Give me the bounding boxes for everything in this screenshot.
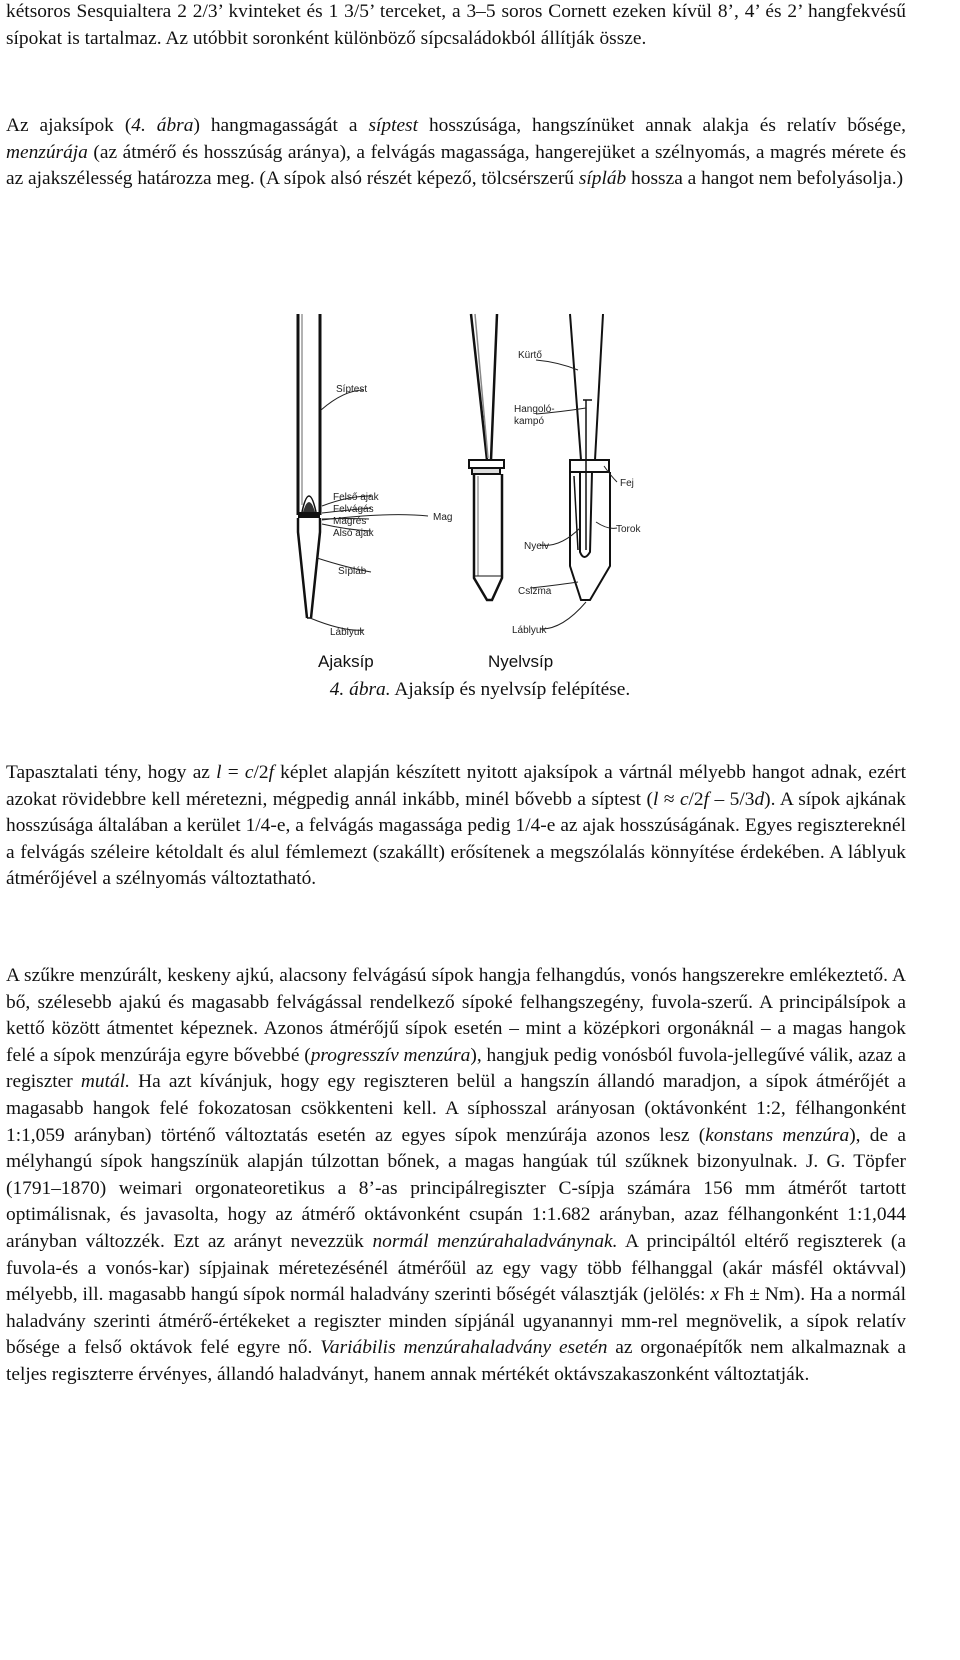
- text-run: /2: [688, 788, 704, 810]
- math-var: f: [268, 762, 274, 783]
- figure-pipe-diagram: [278, 300, 668, 690]
- term-progressziv-menzura: progresszív menzúra: [310, 1044, 471, 1066]
- label-torok: Torok: [616, 524, 641, 535]
- paragraph-2: [6, 113, 906, 193]
- term-siplab: sípláb: [578, 168, 627, 190]
- label-felvagas: Felvágás: [333, 504, 374, 515]
- math-var: c: [244, 762, 254, 783]
- term-konstans-menzura: konstans menzúra: [705, 1124, 850, 1146]
- label-kurto: Kürtő: [518, 350, 542, 361]
- term-variabilis-menzurahaladvany: Variábilis menzúrahaladvány esetén: [320, 1337, 608, 1359]
- label-fej: Fej: [620, 478, 634, 489]
- label-hangolo-1: Hangoló-: [514, 404, 555, 415]
- reed-pipe-section-drawing: [570, 314, 610, 600]
- math-var: d: [754, 788, 765, 810]
- title-ajaksip: Ajaksíp: [318, 652, 374, 671]
- text-run: /2: [253, 762, 269, 783]
- text-run: Az ajaksípok (: [6, 115, 132, 136]
- math-var: l: [216, 762, 222, 783]
- reed-pipe-exterior-drawing: [469, 314, 504, 600]
- text-run: =: [221, 762, 245, 783]
- label-felso-ajak: Felső ajak: [333, 492, 379, 503]
- term-menzura: menzúrája: [6, 141, 88, 163]
- figure-reference: 4. ábra: [131, 115, 194, 136]
- text-run: képlet alapján készített nyitott ajaksípok a vártnál mélyebb hangot adnak, ezért azokat rövidebbre kell méretezni, mégpedig annál inkább, minél bővebb a síptest (: [6, 762, 906, 810]
- label-siptest: Síptest: [336, 384, 368, 395]
- label-siplab: Sípláb: [338, 566, 367, 577]
- label-lablyuk-right: Láblyuk: [512, 625, 547, 636]
- label-csizma: Csizma: [518, 586, 552, 597]
- label-mag: Mag: [433, 512, 453, 523]
- term-siptest: síptest: [368, 115, 418, 136]
- figure-caption: [0, 677, 960, 703]
- text-run: az orgonaépítők nem alkalmaznak a teljes regiszterre érvényes, állandó haladványt, hanem annak mértékét oktávszakaszonként változtatják.: [6, 1337, 906, 1385]
- text-run: ≈: [658, 788, 680, 810]
- paragraph-3: [6, 760, 906, 893]
- text-run: ), de a mélyhangú sípok hangszínük alapján túlzottan bőnek, a magas hangúak túl szűknek bizonyulnak. J. G. Töpfer (1791–1870) weimari orgonateoretikus a 8’-as principálregiszter C-sípja számára 156 mm átmérőt tartott optimálisnak, és javasolta, hogy az átmérő oktávonként csupán 1:1.682 arányban, azaz félhangonként 1:1,044 arányban változzék. Ezt az arányt nevezzük: [6, 1124, 906, 1252]
- text-run: Ha azt kívánjuk, hogy egy regiszteren belül a hangszín állandó maradjon, a sípok átmérőjét a magasabb hangok felé fokozatosan csökkenteni kell. A síphosszal arányosan (oktávonként 1:2, félhangonként 1:1,059 arányban) történő változtatás esetén az egyes sípok menzúrája azonos lesz (: [6, 1071, 906, 1146]
- text-run: A principáltól eltérő regiszterek (a fuvola-és a vonós-kar) sípjainak méretezésénél átmérőül az egy vagy több félhanggal (akár másfél oktávval) mélyebb, ill. magasabb hangú sípok normál haladvány szerinti bőségét választják (jelölés:: [6, 1230, 906, 1306]
- text-run: – 5/3: [709, 788, 755, 810]
- term-normal-menzurahaladvany: normál menzúrahaladványnak.: [372, 1230, 618, 1252]
- caption-number: 4. ábra.: [329, 679, 391, 700]
- title-nyelvsip: Nyelvsíp: [488, 652, 554, 671]
- math-var: l: [652, 788, 659, 810]
- text-run: kétsoros Sesquialtera 2 2/3’ kvinteket és 1 3/5’ terceket, a 3–5 soros Cornett ezeken kívül 8’, 4’ és 2’ hangfekvésű sípokat is tartalmaz. Az utóbbit soronként különböző sípcsaládokból állítják össze.: [6, 1, 906, 49]
- label-also-ajak: Alsó ajak: [333, 528, 374, 539]
- text-run: Tapasztalati tény, hogy az: [6, 762, 217, 783]
- label-magres: Magrés: [333, 516, 367, 527]
- paragraph-1: [6, 0, 906, 52]
- text-run: ), hangjuk pedig vonósból fuvola-jellegűvé válik, azaz a regiszter: [6, 1044, 906, 1093]
- label-nyelv: Nyelv: [524, 541, 550, 552]
- text-run: (az átmérő és hosszúság aránya), a felvágás magassága, hangerejüket a szélnyomás, a magrés mérete és az ajakszélesség határozza meg. (A sípok alsó részét képező, tölcsérszerű: [6, 141, 906, 190]
- text-run: hossza a hangot nem befolyásolja.): [626, 168, 904, 190]
- math-var: c: [679, 788, 689, 810]
- label-hangolo-2: kampó: [514, 416, 545, 427]
- text-run: Fh ± Nm). Ha a normál haladvány szerinti átmérő-értékeket a regiszter minden sípjánál ugyanannyi mm-rel megnövelik, a sípok relatív bősége a felső oktávok felé egyre nő.: [6, 1284, 906, 1359]
- math-var: f: [703, 788, 710, 810]
- text-run: A szűkre menzúrált, keskeny ajkú, alacsony felvágású sípok hangja felhangdús, vonós hangszerekre emlékeztető. A bő, szélesebb ajakú és magasabb felvágással rendelkező sípoké felhangszegény, fuvola-szerű. A principálsípok a kettő között átmentet képeznek. Azonos átmérőjű sípok esetén – mint a középkori orgonáknál – a magas hangok felé a sípok menzúrája egyre bővebbé (: [6, 965, 906, 1066]
- math-var: x: [710, 1284, 719, 1306]
- label-lablyuk-left: Láblyuk: [330, 627, 365, 638]
- text-run: ). A sípok ajkának hosszúsága általában a kerület 1/4-e, a felvágás magassága pedig 1/4-e az ajak hosszúságának. Egyes regisztereknél a felvágás széleire kétoldalt és alul fémlemezt (szakállt) erősítenek a megszólalás könnyítése érdekében. A láblyuk átmérőjével a szélnyomás változtatható.: [6, 788, 907, 890]
- text-run: ) hangmagasságát a: [193, 115, 369, 136]
- text-run: hosszúsága, hangszínüket annak alakja és relatív bősége,: [418, 115, 907, 136]
- pipe-diagram-svg: [278, 300, 668, 690]
- paragraph-4: [6, 963, 906, 1389]
- caption-text: Ajaksíp és nyelvsíp felépítése.: [390, 679, 631, 700]
- flue-pipe-drawing: [298, 314, 320, 618]
- term-mutal: mutál.: [80, 1071, 130, 1093]
